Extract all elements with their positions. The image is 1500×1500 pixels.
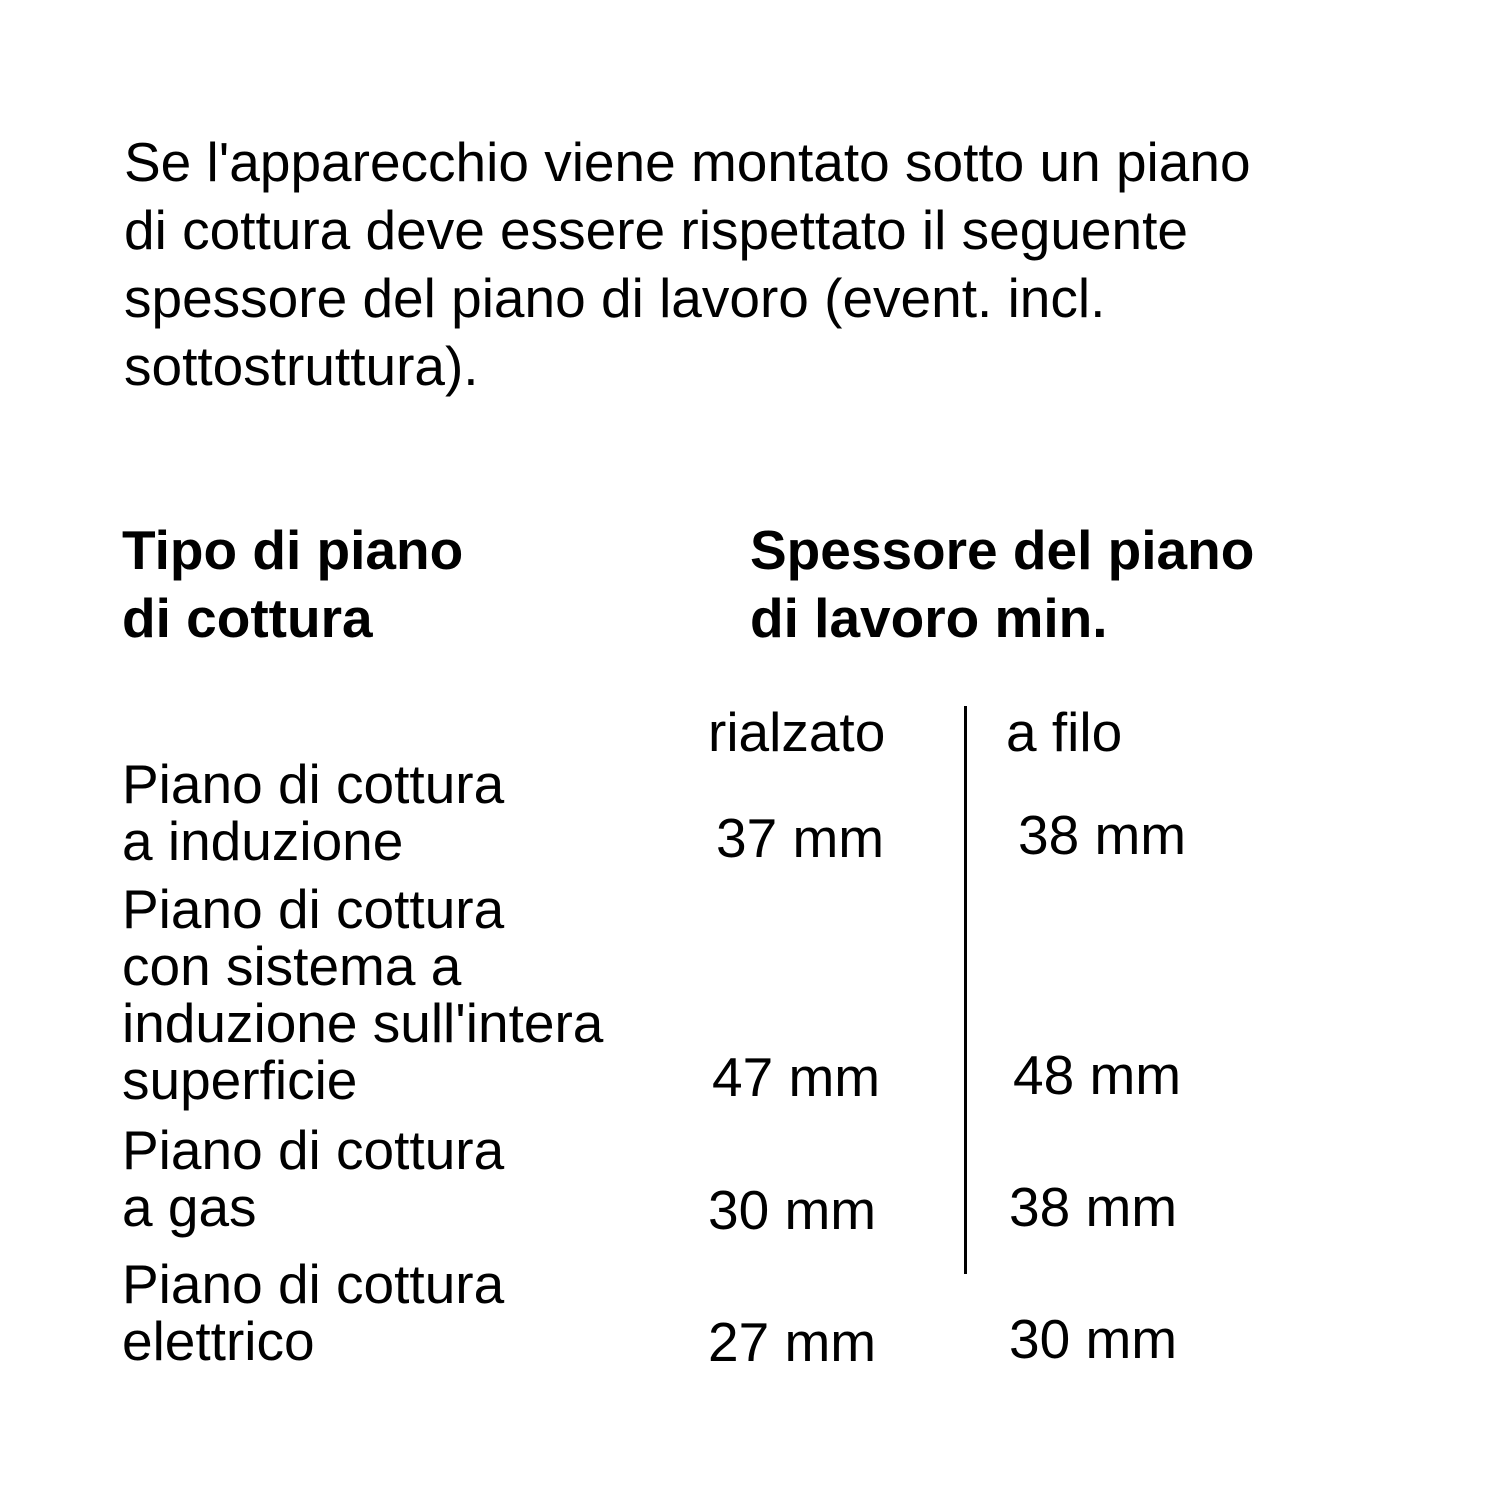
value-gas-raised: 30 mm	[708, 1179, 877, 1241]
value-induction-raised: 37 mm	[716, 807, 885, 869]
value-induction-flush: 38 mm	[1018, 804, 1187, 866]
column-divider	[964, 706, 967, 1274]
value-full-surface-induction-raised: 47 mm	[712, 1046, 881, 1108]
intro-line: sottostruttura).	[124, 335, 479, 397]
intro-line: spessore del piano di lavoro (event. incl.	[124, 267, 1106, 329]
value-electric-flush: 30 mm	[1009, 1308, 1178, 1370]
row-label-induction: Piano di cottura a induzione	[122, 753, 505, 872]
row-label-full-surface-induction: Piano di cottura con sistema a induzione sull'intera superficie	[122, 878, 604, 1111]
row-label-electric: Piano di cottura elettrico	[122, 1253, 505, 1372]
intro-line: Se l'apparecchio viene montato sotto un piano	[124, 131, 1251, 193]
value-electric-raised: 27 mm	[708, 1311, 877, 1373]
value-full-surface-induction-flush: 48 mm	[1013, 1044, 1182, 1106]
intro-paragraph	[124, 128, 1424, 400]
row-label-gas: Piano di cottura a gas	[122, 1119, 505, 1238]
column-header-hob-type: Tipo di piano di cottura	[122, 519, 464, 649]
intro-line: di cottura deve essere rispettato il seguente	[124, 199, 1188, 261]
subheader-flush: a filo	[1006, 701, 1123, 763]
column-header-min-thickness: Spessore del piano di lavoro min.	[750, 519, 1255, 649]
value-gas-flush: 38 mm	[1009, 1176, 1178, 1238]
subheader-raised: rialzato	[708, 701, 886, 763]
